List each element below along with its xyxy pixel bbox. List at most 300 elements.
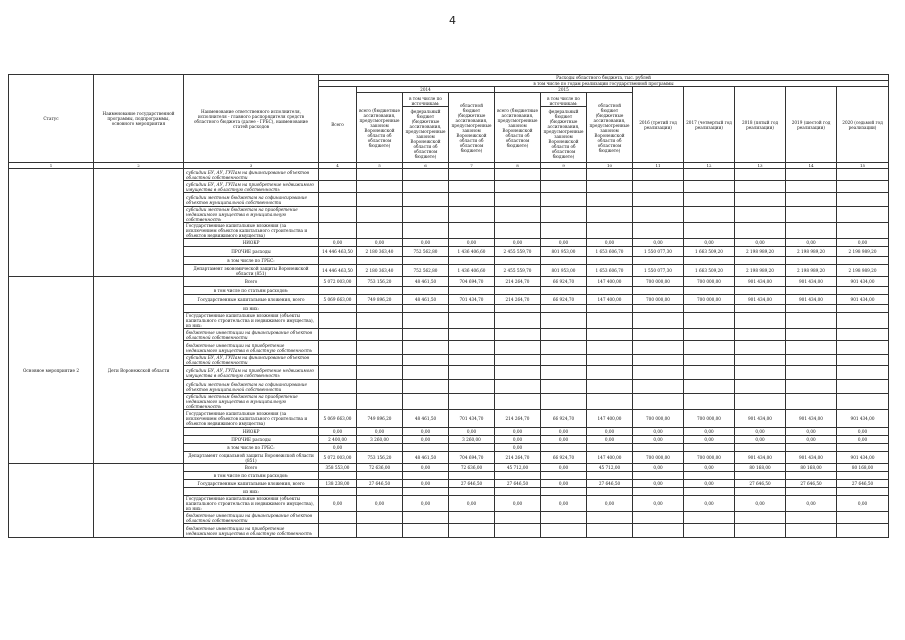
value-cell: 0,00 xyxy=(735,436,786,444)
value-cell xyxy=(786,257,837,265)
value-cell xyxy=(735,169,786,181)
value-cell xyxy=(319,512,357,524)
value-cell: 147 400,00 xyxy=(587,277,633,287)
value-cell: 0,00 xyxy=(786,428,837,436)
value-cell xyxy=(837,444,889,452)
value-cell xyxy=(587,524,633,538)
column-number: 9 xyxy=(541,163,587,169)
value-cell xyxy=(837,512,889,524)
value-cell xyxy=(319,341,357,355)
value-cell xyxy=(541,257,587,265)
value-cell xyxy=(357,394,403,410)
value-cell: 700 000,00 xyxy=(684,410,735,428)
value-cell: 0,00 xyxy=(319,239,357,247)
value-cell xyxy=(786,305,837,313)
value-cell xyxy=(837,305,889,313)
value-cell: 901 434,00 xyxy=(786,277,837,287)
value-cell xyxy=(633,305,684,313)
page-number: 4 xyxy=(449,14,456,27)
value-cell: 2 198 989,20 xyxy=(786,247,837,257)
value-cell: 0,00 xyxy=(633,436,684,444)
value-cell xyxy=(735,444,786,452)
budget-table xyxy=(8,74,889,538)
value-cell: 0,00 xyxy=(684,464,735,472)
value-cell: 27 646,50 xyxy=(495,480,541,488)
value-cell: 0,00 xyxy=(495,496,541,512)
value-cell xyxy=(495,207,541,223)
value-cell: 700 000,00 xyxy=(633,277,684,287)
value-cell xyxy=(319,366,357,380)
value-cell xyxy=(357,181,403,193)
value-cell: 0,00 xyxy=(541,464,587,472)
value-cell: 66 924,70 xyxy=(541,277,587,287)
value-cell xyxy=(449,472,495,480)
value-cell xyxy=(449,380,495,394)
value-cell xyxy=(633,169,684,181)
value-cell xyxy=(403,394,449,410)
value-cell xyxy=(449,512,495,524)
value-cell xyxy=(319,355,357,366)
header-col6: в том числе по источникам: федеральный бюджет (бюджетные ассигнования, предусмотренные законом Воронежской области об областном бюджете) xyxy=(403,93,449,163)
value-cell xyxy=(786,287,837,295)
value-cell: 901 434,00 xyxy=(786,452,837,464)
column-number: 10 xyxy=(587,163,633,169)
program-name-cell xyxy=(94,464,184,538)
value-cell xyxy=(541,444,587,452)
value-cell: 2 180 363,40 xyxy=(357,247,403,257)
value-cell xyxy=(837,223,889,239)
value-cell xyxy=(357,287,403,295)
value-cell: 80 168,00 xyxy=(837,464,889,472)
value-cell xyxy=(786,366,837,380)
value-cell: 704 694,70 xyxy=(449,277,495,287)
value-cell xyxy=(786,207,837,223)
value-cell: 700 000,00 xyxy=(633,452,684,464)
value-cell: 701 434,70 xyxy=(449,410,495,428)
value-cell xyxy=(495,355,541,366)
value-cell: 0,00 xyxy=(633,428,684,436)
value-cell: 0,00 xyxy=(357,428,403,436)
value-cell: 0,00 xyxy=(684,480,735,488)
value-cell xyxy=(449,524,495,538)
value-cell xyxy=(587,305,633,313)
value-cell xyxy=(837,472,889,480)
value-cell xyxy=(541,223,587,239)
row-label: субсидии местным бюджетам на софинансирование объектов муниципальной собственности xyxy=(184,380,319,394)
column-number: 14 xyxy=(786,163,837,169)
value-cell xyxy=(735,329,786,341)
row-label: субсидии БУ, АУ, ГУПам на приобретение недвижимого имущества в областную собственность xyxy=(184,366,319,380)
value-cell: 0,00 xyxy=(837,436,889,444)
value-cell xyxy=(837,181,889,193)
value-cell xyxy=(735,207,786,223)
value-cell xyxy=(403,207,449,223)
value-cell xyxy=(837,169,889,181)
value-cell: 27 646,50 xyxy=(449,480,495,488)
value-cell xyxy=(786,380,837,394)
value-cell xyxy=(357,488,403,496)
value-cell xyxy=(403,193,449,207)
value-cell xyxy=(357,341,403,355)
value-cell: 0,00 xyxy=(495,436,541,444)
value-cell xyxy=(403,313,449,329)
value-cell: 80 168,00 xyxy=(786,464,837,472)
value-cell xyxy=(541,366,587,380)
value-cell: 66 924,70 xyxy=(541,295,587,305)
value-cell: 0,00 xyxy=(403,496,449,512)
value-cell: 0,00 xyxy=(319,428,357,436)
value-cell xyxy=(449,329,495,341)
value-cell: 0,00 xyxy=(684,428,735,436)
value-cell xyxy=(541,524,587,538)
value-cell xyxy=(684,341,735,355)
value-cell xyxy=(319,287,357,295)
value-cell xyxy=(837,380,889,394)
value-cell: 901 434,00 xyxy=(837,277,889,287)
header-year-2015: 2015 xyxy=(495,87,633,93)
row-label: Государственные капитальные вложения (объекты капитального строительства и недвижимого имущества), из них: xyxy=(184,313,319,329)
value-cell xyxy=(684,366,735,380)
value-cell xyxy=(495,193,541,207)
value-cell xyxy=(633,341,684,355)
header-col5: всего (бюджетные ассигнования, предусмотренные законом Воронежской области об областном бюджете) xyxy=(357,93,403,163)
value-cell xyxy=(541,313,587,329)
value-cell xyxy=(403,329,449,341)
value-cell xyxy=(633,257,684,265)
row-label: в том числе по ГРБС: xyxy=(184,257,319,265)
program-name-cell: Дети Воронежской области xyxy=(94,277,184,464)
value-cell: 749 896,20 xyxy=(357,295,403,305)
value-cell xyxy=(541,181,587,193)
value-cell: 80 168,00 xyxy=(735,464,786,472)
status-cell xyxy=(9,464,94,538)
value-cell: 72 636,00 xyxy=(357,464,403,472)
value-cell xyxy=(684,305,735,313)
value-cell: 753 156,20 xyxy=(357,277,403,287)
value-cell xyxy=(403,181,449,193)
value-cell: 901 434,00 xyxy=(837,452,889,464)
value-cell xyxy=(319,380,357,394)
value-cell: 27 646,50 xyxy=(786,480,837,488)
value-cell: 0,00 xyxy=(403,436,449,444)
value-cell xyxy=(786,394,837,410)
value-cell: 0,00 xyxy=(837,428,889,436)
value-cell xyxy=(541,394,587,410)
header-col7: областной бюджет (бюджетные ассигнования, предусмотренные законом Воронежской области об областном бюджете) xyxy=(449,93,495,163)
value-cell xyxy=(633,366,684,380)
value-cell xyxy=(684,444,735,452)
value-cell: 0,00 xyxy=(449,239,495,247)
table-body xyxy=(9,169,889,538)
column-number: 1 xyxy=(9,163,94,169)
value-cell xyxy=(587,341,633,355)
row-label: ПРОЧИЕ расходы xyxy=(184,436,319,444)
value-cell xyxy=(684,524,735,538)
value-cell: 45 712,00 xyxy=(495,464,541,472)
value-cell: 27 646,50 xyxy=(357,480,403,488)
value-cell xyxy=(403,472,449,480)
table-row xyxy=(9,277,889,287)
header-col9: в том числе по источникам: федеральный бюджет (бюджетные ассигнования, предусмотренные законом Воронежской области об областном бюджете) xyxy=(541,93,587,163)
value-cell: 752 562,80 xyxy=(403,265,449,277)
value-cell: 0,00 xyxy=(449,496,495,512)
table-row xyxy=(9,169,889,181)
value-cell xyxy=(319,257,357,265)
value-cell xyxy=(633,394,684,410)
value-cell: 5 069 663,00 xyxy=(319,295,357,305)
value-cell xyxy=(735,181,786,193)
column-number: 15 xyxy=(837,163,889,169)
value-cell xyxy=(684,329,735,341)
header-status: Статус xyxy=(9,75,94,163)
value-cell xyxy=(786,444,837,452)
value-cell xyxy=(403,488,449,496)
value-cell: 0,00 xyxy=(403,239,449,247)
row-label: из них: xyxy=(184,305,319,313)
value-cell: 2 400,00 xyxy=(319,436,357,444)
value-cell: 901 434,00 xyxy=(735,277,786,287)
value-cell: 0,00 xyxy=(495,444,541,452)
value-cell: 753 156,20 xyxy=(357,452,403,464)
value-cell xyxy=(786,524,837,538)
value-cell xyxy=(786,329,837,341)
row-label: субсидии местным бюджетам на приобретение недвижимого имущества в муниципальную собственность xyxy=(184,394,319,410)
value-cell xyxy=(449,313,495,329)
value-cell xyxy=(786,223,837,239)
value-cell: 27 646,50 xyxy=(735,480,786,488)
row-label: НИОКР xyxy=(184,239,319,247)
column-number: 2 xyxy=(94,163,184,169)
value-cell: 2 455 559,70 xyxy=(495,265,541,277)
column-number: 8 xyxy=(495,163,541,169)
value-cell xyxy=(403,366,449,380)
row-label: бюджетные инвестиции на финансирование объектов областной собственности xyxy=(184,329,319,341)
value-cell xyxy=(684,380,735,394)
value-cell: 72 636,00 xyxy=(449,464,495,472)
value-cell: 214 264,70 xyxy=(495,410,541,428)
value-cell xyxy=(633,193,684,207)
header-col10: областной бюджет (бюджетные ассигнования, предусмотренные законом Воронежской области об областном бюджете) xyxy=(587,93,633,163)
value-cell xyxy=(319,207,357,223)
value-cell xyxy=(403,169,449,181)
value-cell xyxy=(449,394,495,410)
column-number: 4 xyxy=(319,163,357,169)
value-cell: 0,00 xyxy=(357,496,403,512)
value-cell xyxy=(587,380,633,394)
value-cell: 704 694,70 xyxy=(449,452,495,464)
value-cell: 0,00 xyxy=(319,496,357,512)
value-cell: 0,00 xyxy=(837,496,889,512)
value-cell xyxy=(319,329,357,341)
value-cell: 700 000,00 xyxy=(684,295,735,305)
value-cell: 27 646,50 xyxy=(587,480,633,488)
value-cell xyxy=(403,524,449,538)
value-cell: 2 198 989,20 xyxy=(786,265,837,277)
value-cell xyxy=(357,444,403,452)
value-cell xyxy=(786,193,837,207)
value-cell xyxy=(449,181,495,193)
value-cell xyxy=(837,366,889,380)
table-row xyxy=(9,464,889,472)
value-cell: 0,00 xyxy=(587,436,633,444)
value-cell: 0,00 xyxy=(541,480,587,488)
value-cell: 66 924,70 xyxy=(541,452,587,464)
value-cell: 901 434,00 xyxy=(837,410,889,428)
value-cell xyxy=(357,355,403,366)
column-number: 13 xyxy=(735,163,786,169)
row-label: ПРОЧИЕ расходы xyxy=(184,247,319,257)
header-expenses-sub: в том числе по годам реализации государственной программы xyxy=(319,81,889,87)
value-cell xyxy=(495,169,541,181)
value-cell xyxy=(735,223,786,239)
value-cell: 0,00 xyxy=(735,239,786,247)
value-cell xyxy=(684,181,735,193)
value-cell: 0,00 xyxy=(587,496,633,512)
value-cell xyxy=(587,444,633,452)
value-cell xyxy=(587,207,633,223)
value-cell: 700 000,00 xyxy=(633,295,684,305)
value-cell xyxy=(449,355,495,366)
value-cell: 0,00 xyxy=(786,239,837,247)
value-cell xyxy=(495,305,541,313)
value-cell xyxy=(495,488,541,496)
value-cell xyxy=(403,380,449,394)
value-cell: 700 000,00 xyxy=(684,452,735,464)
value-cell: 0,00 xyxy=(633,496,684,512)
row-label: в том числе по статьям расходов: xyxy=(184,472,319,480)
value-cell xyxy=(684,223,735,239)
value-cell xyxy=(495,472,541,480)
value-cell xyxy=(633,472,684,480)
value-cell xyxy=(587,181,633,193)
row-label: в том числе по статьям расходов: xyxy=(184,287,319,295)
value-cell: 0,00 xyxy=(541,428,587,436)
value-cell: 214 264,70 xyxy=(495,452,541,464)
row-label: НИОКР xyxy=(184,428,319,436)
row-label: из них: xyxy=(184,488,319,496)
value-cell xyxy=(684,287,735,295)
value-cell xyxy=(587,394,633,410)
value-cell xyxy=(587,472,633,480)
value-cell xyxy=(587,169,633,181)
value-cell xyxy=(403,341,449,355)
value-cell xyxy=(403,444,449,452)
value-cell xyxy=(735,355,786,366)
value-cell xyxy=(684,394,735,410)
value-cell: 48 461,50 xyxy=(403,410,449,428)
value-cell xyxy=(837,488,889,496)
value-cell xyxy=(319,223,357,239)
row-label: Департамент социальной защиты Воронежской области (851) xyxy=(184,452,319,464)
value-cell xyxy=(357,366,403,380)
value-cell xyxy=(449,193,495,207)
value-cell xyxy=(837,257,889,265)
row-label: субсидии БУ, АУ, ГУПам на финансирование объектов областной собственности xyxy=(184,355,319,366)
value-cell xyxy=(786,181,837,193)
value-cell xyxy=(403,305,449,313)
value-cell xyxy=(684,488,735,496)
value-cell: 358 553,00 xyxy=(319,464,357,472)
value-cell xyxy=(684,193,735,207)
column-number: 3 xyxy=(184,163,319,169)
value-cell: 0,00 xyxy=(449,428,495,436)
value-cell: 5 072 003,00 xyxy=(319,452,357,464)
header-responsible: Наименование ответственного исполнителя, исполнителя - главного распорядителя средств областного бюджета (далее - ГРБС), наименование статей расходов xyxy=(184,75,319,163)
value-cell: 2 198 989,20 xyxy=(735,265,786,277)
row-label: субсидии БУ, АУ, ГУПам на приобретение недвижимого имущества в областную собственность xyxy=(184,181,319,193)
value-cell xyxy=(735,287,786,295)
header-expenses-title: Расходы областного бюджета, тыс. рублей xyxy=(319,75,889,81)
row-label: бюджетные инвестиции на приобретение недвижимого имущества в областную собственность xyxy=(184,341,319,355)
value-cell xyxy=(319,488,357,496)
value-cell xyxy=(541,472,587,480)
header-2019: 2019 (шестой год реализации) xyxy=(786,87,837,163)
row-label: Государственные капитальные вложения, всего xyxy=(184,480,319,488)
value-cell xyxy=(449,444,495,452)
value-cell xyxy=(357,305,403,313)
value-cell xyxy=(541,512,587,524)
value-cell xyxy=(684,313,735,329)
value-cell: 3 260,00 xyxy=(357,436,403,444)
value-cell xyxy=(541,169,587,181)
value-cell xyxy=(449,366,495,380)
value-cell: 0,00 xyxy=(633,480,684,488)
value-cell xyxy=(735,305,786,313)
value-cell xyxy=(786,488,837,496)
value-cell: 1 550 077,30 xyxy=(633,247,684,257)
value-cell xyxy=(684,169,735,181)
value-cell: 2 180 363,40 xyxy=(357,265,403,277)
value-cell: 0,00 xyxy=(587,428,633,436)
value-cell xyxy=(633,488,684,496)
value-cell: 701 434,70 xyxy=(449,295,495,305)
value-cell xyxy=(633,181,684,193)
row-label: Всего xyxy=(184,464,319,472)
value-cell: 901 434,00 xyxy=(735,295,786,305)
row-label: бюджетные инвестиции на приобретение недвижимого имущества в областную собственность xyxy=(184,524,319,538)
value-cell xyxy=(357,380,403,394)
value-cell xyxy=(786,512,837,524)
row-label: субсидии местным бюджетам на софинансирование объектов муниципальной собственности xyxy=(184,193,319,207)
header-incl-2014: в том числе по источникам: xyxy=(403,96,448,107)
value-cell xyxy=(449,287,495,295)
value-cell: 1 653 606,70 xyxy=(587,247,633,257)
value-cell: 1 436 406,60 xyxy=(449,247,495,257)
value-cell xyxy=(541,207,587,223)
value-cell: 0,00 xyxy=(684,239,735,247)
value-cell xyxy=(357,329,403,341)
value-cell: 901 434,00 xyxy=(786,410,837,428)
value-cell xyxy=(786,472,837,480)
value-cell xyxy=(633,287,684,295)
value-cell: 0,00 xyxy=(837,239,889,247)
value-cell xyxy=(495,223,541,239)
value-cell xyxy=(495,287,541,295)
value-cell xyxy=(403,512,449,524)
value-cell xyxy=(587,257,633,265)
value-cell xyxy=(357,472,403,480)
value-cell: 14 446 463,50 xyxy=(319,265,357,277)
value-cell xyxy=(633,313,684,329)
value-cell: 0,00 xyxy=(786,496,837,512)
value-cell: 48 461,50 xyxy=(403,277,449,287)
value-cell: 2 198 989,20 xyxy=(735,247,786,257)
value-cell: 1 663 509,20 xyxy=(684,247,735,257)
value-cell xyxy=(735,472,786,480)
value-cell xyxy=(633,444,684,452)
value-cell xyxy=(684,355,735,366)
value-cell xyxy=(449,257,495,265)
